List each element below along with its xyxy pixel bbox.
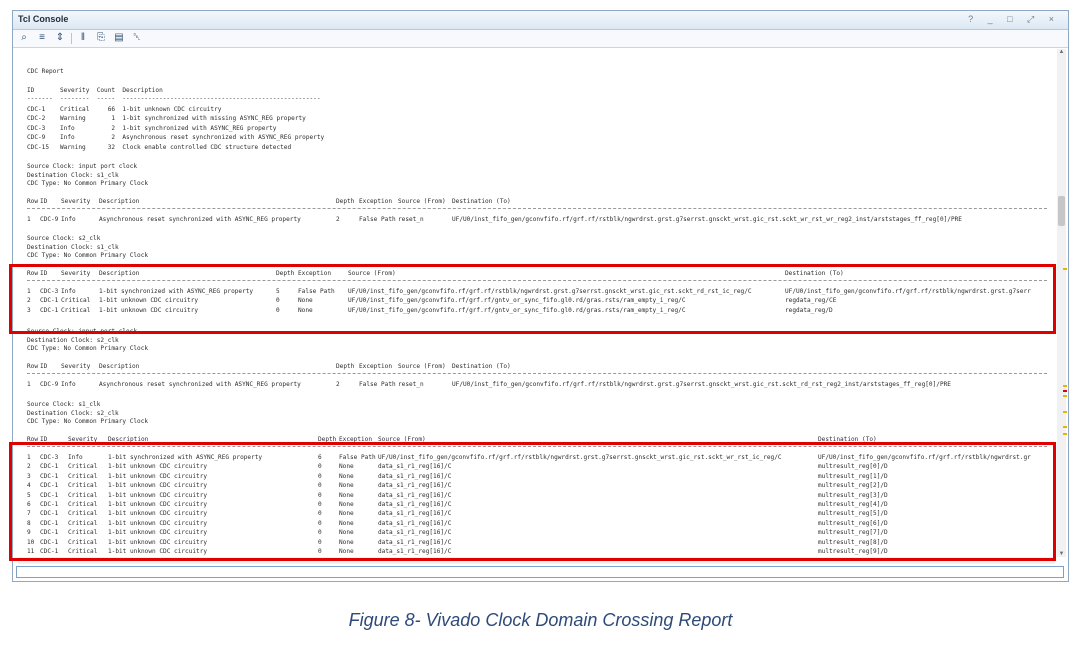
- cell: Asynchronous reset synchronized with ASYNC_REG property: [99, 381, 301, 388]
- cell: 1-bit unknown CDC circuitry: [108, 519, 208, 527]
- cell: CDC-1: [40, 548, 59, 555]
- cell: Exception: [298, 270, 332, 277]
- cell: 3: [27, 472, 31, 480]
- cell: Info: [61, 216, 76, 223]
- search-icon[interactable]: ⌕: [21, 32, 27, 43]
- highlight-box-s2-to-s1: [9, 264, 1056, 334]
- cell: Critical: [68, 491, 98, 499]
- cell: data_s1_r1_reg[16]/C: [378, 472, 452, 480]
- cell: CDC-3: [40, 454, 59, 461]
- cell: UF/U0/inst_fifo_gen/gconvfifo.rf/grf.rf/rstblk/ngwrdrst.grst.g7serrst.gnsckt_wrst.gic_rst.sckt_rd_rst_reg2_inst/arststages_ff_reg[0]/PRE: [452, 381, 951, 388]
- scroll-marker: [1063, 426, 1067, 428]
- cell: 1-bit unknown CDC circuitry: [108, 538, 208, 546]
- source-clock-line: Source Clock: input port clock: [27, 328, 138, 335]
- cell: Description: [99, 363, 140, 370]
- cell: multresult_reg[6]/D: [818, 519, 888, 527]
- summary-row: CDC-15 Warning 32 Clock enable controlled CDC structure detected: [27, 143, 292, 151]
- cell: 1-bit unknown CDC circuitry: [108, 482, 208, 490]
- cell: False Path: [298, 288, 335, 295]
- cell: CDC-1: [40, 519, 59, 527]
- cell: UF/U0/inst_fifo_gen/gconvfifo.rf/grf.rf/rstblk/ngwrdrst.grst.g7serrst.gnsckt_wrst.gic_rst.sckt_rd_rst_ic_reg/C: [348, 288, 752, 295]
- cell: data_s1_r1_reg[16]/C: [378, 491, 452, 499]
- table-header: [18, 198, 1055, 206]
- copy-icon[interactable]: ⎘: [97, 32, 105, 43]
- cell: 1: [27, 288, 31, 295]
- cell: multresult_reg[7]/D: [818, 529, 888, 537]
- cell: 1-bit unknown CDC circuitry: [108, 472, 208, 480]
- cell: ID: [40, 363, 48, 370]
- toggle-icon[interactable]: ▤: [114, 32, 124, 43]
- cell: UF/U0/inst_fifo_gen/gconvfifo.rf/grf.rf/rstblk/ngwrdrst.grst.g7serr: [785, 288, 1031, 295]
- scroll-down-icon[interactable]: ▼: [1058, 551, 1065, 557]
- cell: CDC-1: [40, 297, 59, 305]
- cell: None: [339, 548, 354, 555]
- cell: Source (From): [348, 270, 396, 277]
- cell: UF/U0/inst_fifo_gen/gconvfifo.rf/grf.rf/gntv_or_sync_fifo.gl0.rd/gras.rsts/ram_empty_i_reg/C: [348, 297, 686, 305]
- cell: 11: [27, 548, 35, 555]
- cell: data_s1_r1_reg[16]/C: [378, 510, 452, 518]
- destination-clock-line: Destination Clock: s1_clk: [27, 171, 119, 179]
- cell: 1-bit unknown CDC circuitry: [108, 501, 208, 508]
- cell: data_s1_r1_reg[16]/C: [378, 538, 452, 546]
- cell: Critical: [68, 529, 98, 537]
- cell: Severity: [68, 436, 98, 443]
- cell: multresult_reg[8]/D: [818, 538, 888, 546]
- cell: Depth: [276, 270, 295, 277]
- cell: CDC-1: [40, 472, 59, 480]
- tcl-console-window: [12, 10, 1069, 582]
- cell: None: [339, 519, 354, 527]
- pause-icon[interactable]: ‖: [80, 32, 86, 43]
- cell: Destination (To): [452, 198, 511, 205]
- table-header: [18, 363, 1055, 371]
- cell: 0: [318, 548, 322, 555]
- cell: 0: [318, 529, 322, 537]
- cell: multresult_reg[9]/D: [818, 548, 888, 555]
- table-divider: [27, 208, 1047, 210]
- table-row: [18, 216, 1055, 224]
- cell: UF/U0/inst_fifo_gen/gconvfifo.rf/grf.rf/rstblk/ngwrdrst.grst.g7serrst.gnsckt_wrst.gic_rst.sckt_wr_rst_ic_reg/C: [378, 454, 782, 461]
- cell: data_s1_r1_reg[16]/C: [378, 529, 452, 537]
- cell: CDC-9: [40, 216, 59, 223]
- cell: 2: [27, 463, 31, 471]
- cell: data_s1_r1_reg[16]/C: [378, 519, 452, 527]
- tcl-command-input[interactable]: [16, 566, 1064, 578]
- cell: 1-bit unknown CDC circuitry: [99, 306, 199, 314]
- cell: Critical: [68, 501, 98, 508]
- cell: data_s1_r1_reg[16]/C: [378, 463, 452, 471]
- cell: 5: [276, 288, 280, 295]
- cell: False Path: [339, 454, 376, 461]
- cell: Destination (To): [785, 270, 844, 277]
- cell: 10: [27, 538, 35, 546]
- cell: Description: [99, 270, 140, 277]
- cell: Row: [27, 198, 39, 205]
- cell: Critical: [68, 463, 98, 471]
- cell: 0: [318, 538, 322, 546]
- cell: False Path: [359, 216, 396, 223]
- cell: Critical: [68, 510, 98, 518]
- vertical-scrollbar[interactable]: [1057, 49, 1066, 557]
- cell: Exception: [359, 198, 393, 205]
- report-title: CDC Report: [27, 68, 64, 75]
- cell: None: [339, 510, 354, 518]
- source-clock-line: Source Clock: s1_clk: [27, 401, 101, 408]
- cell: 0: [318, 510, 322, 518]
- cell: Critical: [61, 297, 91, 305]
- cell: None: [339, 472, 354, 480]
- scroll-marker: [1063, 411, 1067, 413]
- toolbar-separator: [71, 33, 72, 44]
- cell: Row: [27, 436, 39, 443]
- cell: None: [339, 501, 354, 508]
- cell: data_s1_r1_reg[16]/C: [378, 501, 452, 508]
- cell: 8: [27, 519, 31, 527]
- cell: Description: [99, 198, 140, 205]
- cell: Critical: [68, 548, 98, 555]
- cell: Destination (To): [452, 363, 511, 370]
- cell: 6: [27, 501, 31, 508]
- cell: multresult_reg[4]/D: [818, 501, 888, 508]
- cell: multresult_reg[1]/D: [818, 472, 888, 480]
- summary-row: CDC-3 Info 2 1-bit synchronized with ASYNC_REG property: [27, 124, 277, 132]
- cell: Critical: [68, 482, 98, 490]
- cell: CDC-9: [40, 381, 59, 388]
- cell: multresult_reg[3]/D: [818, 491, 888, 499]
- cell: multresult_reg[5]/D: [818, 510, 888, 518]
- cell: CDC-1: [40, 491, 59, 499]
- cdc-type-line: CDC Type: No Common Primary Clock: [27, 418, 149, 425]
- scroll-marker: [1063, 390, 1067, 392]
- scroll-up-icon[interactable]: ▲: [1058, 49, 1065, 55]
- cdc-type-line: CDC Type: No Common Primary Clock: [27, 345, 149, 352]
- scroll-marker: [1063, 385, 1067, 387]
- cell: None: [298, 306, 313, 314]
- title-bar: [13, 11, 1068, 30]
- cell: Depth: [318, 436, 337, 443]
- cell: regdata_reg/CE: [785, 297, 837, 305]
- destination-clock-line: Destination Clock: s1_clk: [27, 243, 119, 251]
- summary-header: ID Severity Count Description: [27, 87, 163, 94]
- cell: data_s1_r1_reg[16]/C: [378, 482, 452, 490]
- scrollbar-thumb[interactable]: [1058, 196, 1065, 226]
- scroll-marker: [1063, 433, 1067, 435]
- scroll-marker: [1063, 395, 1067, 397]
- cell: 1-bit unknown CDC circuitry: [99, 297, 199, 305]
- cell: 2: [27, 297, 31, 305]
- cell: Row: [27, 270, 39, 277]
- cell: 2: [336, 216, 340, 223]
- cell: Critical: [61, 306, 91, 314]
- cell: None: [339, 482, 354, 490]
- cell: Critical: [68, 538, 98, 546]
- cell: Row: [27, 363, 39, 370]
- window-title: Tcl Console: [18, 14, 69, 24]
- console-toolbar: [13, 30, 1068, 48]
- cell: Source (From): [398, 363, 446, 370]
- summary-dashes: ------- -------- ----- ------------------------------------------------------: [27, 95, 321, 102]
- cell: CDC-3: [40, 288, 59, 295]
- cell: CDC-1: [40, 482, 59, 490]
- summary-row: CDC-1 Critical 66 1-bit unknown CDC circuitry: [27, 106, 222, 113]
- cell: CDC-1: [40, 306, 59, 314]
- cell: Severity: [61, 270, 91, 277]
- cell: multresult_reg[0]/D: [818, 463, 888, 471]
- cell: 1: [27, 454, 31, 461]
- cell: Source (From): [398, 198, 446, 205]
- figure-caption: Figure 8- Vivado Clock Domain Crossing Report: [348, 610, 733, 630]
- cell: 0: [318, 491, 322, 499]
- cell: UF/U0/inst_fifo_gen/gconvfifo.rf/grf.rf/rstblk/ngwrdrst.gr: [818, 454, 1031, 461]
- cell: Destination (To): [818, 436, 877, 443]
- cell: Severity: [61, 198, 91, 205]
- cell: Exception: [339, 436, 373, 443]
- cell: 3: [27, 306, 31, 314]
- cell: 0: [276, 297, 280, 305]
- window-controls[interactable]: ? _ □ ⤢ ×: [968, 14, 1060, 24]
- cell: 0: [318, 482, 322, 490]
- table-divider: [27, 373, 1047, 375]
- cell: ID: [40, 436, 48, 443]
- cell: None: [339, 491, 354, 499]
- cdc-type-line: CDC Type: No Common Primary Clock: [27, 252, 149, 259]
- scroll-marker: [1063, 268, 1067, 270]
- cell: 0: [276, 306, 280, 314]
- table-row: [18, 381, 1055, 389]
- cell: 0: [318, 472, 322, 480]
- cell: reset_n: [398, 216, 424, 223]
- cell: 1-bit synchronized with ASYNC_REG property: [108, 454, 263, 461]
- cell: 1-bit unknown CDC circuitry: [108, 491, 208, 499]
- destination-clock-line: Destination Clock: s2_clk: [27, 409, 119, 417]
- cell: False Path: [359, 381, 396, 388]
- cell: 9: [27, 529, 31, 537]
- collapse-icon[interactable]: ≡: [39, 32, 45, 43]
- clear-icon[interactable]: ␡: [133, 32, 141, 43]
- cdc-type-line: CDC Type: No Common Primary Clock: [27, 180, 149, 187]
- cell: 1-bit unknown CDC circuitry: [108, 529, 208, 537]
- cell: CDC-1: [40, 529, 59, 537]
- cell: Severity: [61, 363, 91, 370]
- cell: 0: [318, 463, 322, 471]
- cell: 7: [27, 510, 31, 518]
- cell: 1-bit unknown CDC circuitry: [108, 510, 208, 518]
- cell: ID: [40, 198, 48, 205]
- cell: Depth: [336, 198, 355, 205]
- source-clock-line: Source Clock: input port clock: [27, 163, 138, 170]
- cell: None: [339, 538, 354, 546]
- cell: reset_n: [398, 381, 424, 388]
- cell: None: [339, 463, 354, 471]
- cell: 1-bit synchronized with ASYNC_REG property: [99, 288, 254, 295]
- source-clock-line: Source Clock: s2_clk: [27, 235, 101, 242]
- cell: 0: [318, 519, 322, 527]
- cell: 1-bit unknown CDC circuitry: [108, 463, 208, 471]
- cell: UF/U0/inst_fifo_gen/gconvfifo.rf/grf.rf/rstblk/ngwrdrst.grst.g7serrst.gnsckt_wrst.gic_rst.sckt_wr_rst_wr_reg2_inst/arststages_ff_reg[0]/PRE: [452, 216, 962, 223]
- cell: None: [339, 529, 354, 537]
- cell: Asynchronous reset synchronized with ASYNC_REG property: [99, 216, 301, 223]
- cell: CDC-1: [40, 463, 59, 471]
- cell: Info: [61, 288, 76, 295]
- cell: CDC-1: [40, 510, 59, 518]
- cell: 4: [27, 482, 31, 490]
- cell: Info: [61, 381, 76, 388]
- highlight-box-s1-to-s2: [9, 442, 1056, 561]
- cell: regdata_reg/D: [785, 306, 833, 314]
- cell: 2: [336, 381, 340, 388]
- cell: 0: [318, 501, 322, 508]
- cell: data_s1_r1_reg[16]/C: [378, 548, 452, 555]
- cell: CDC-1: [40, 501, 59, 508]
- cell: 5: [27, 491, 31, 499]
- cell: Critical: [68, 472, 98, 480]
- cell: multresult_reg[2]/D: [818, 482, 888, 490]
- destination-clock-line: Destination Clock: s2_clk: [27, 336, 119, 344]
- cell: CDC-1: [40, 538, 59, 546]
- cell: Description: [108, 436, 149, 443]
- expand-icon[interactable]: ⇕: [55, 32, 65, 43]
- cell: Critical: [68, 519, 98, 527]
- cell: Exception: [359, 363, 393, 370]
- cell: Info: [68, 454, 83, 461]
- cell: 1: [27, 216, 31, 223]
- cell: Depth: [336, 363, 355, 370]
- cell: None: [298, 297, 313, 305]
- summary-row: CDC-2 Warning 1 1-bit synchronized with missing ASYNC_REG property: [27, 115, 306, 123]
- cell: ID: [40, 270, 48, 277]
- cell: Source (From): [378, 436, 426, 443]
- cell: 1: [27, 381, 31, 388]
- summary-row: CDC-9 Info 2 Asynchronous reset synchronized with ASYNC_REG property: [27, 134, 325, 142]
- cell: UF/U0/inst_fifo_gen/gconvfifo.rf/grf.rf/gntv_or_sync_fifo.gl0.rd/gras.rsts/ram_empty_i_reg/C: [348, 306, 686, 314]
- cell: 6: [318, 454, 322, 461]
- cell: 1-bit unknown CDC circuitry: [108, 548, 208, 555]
